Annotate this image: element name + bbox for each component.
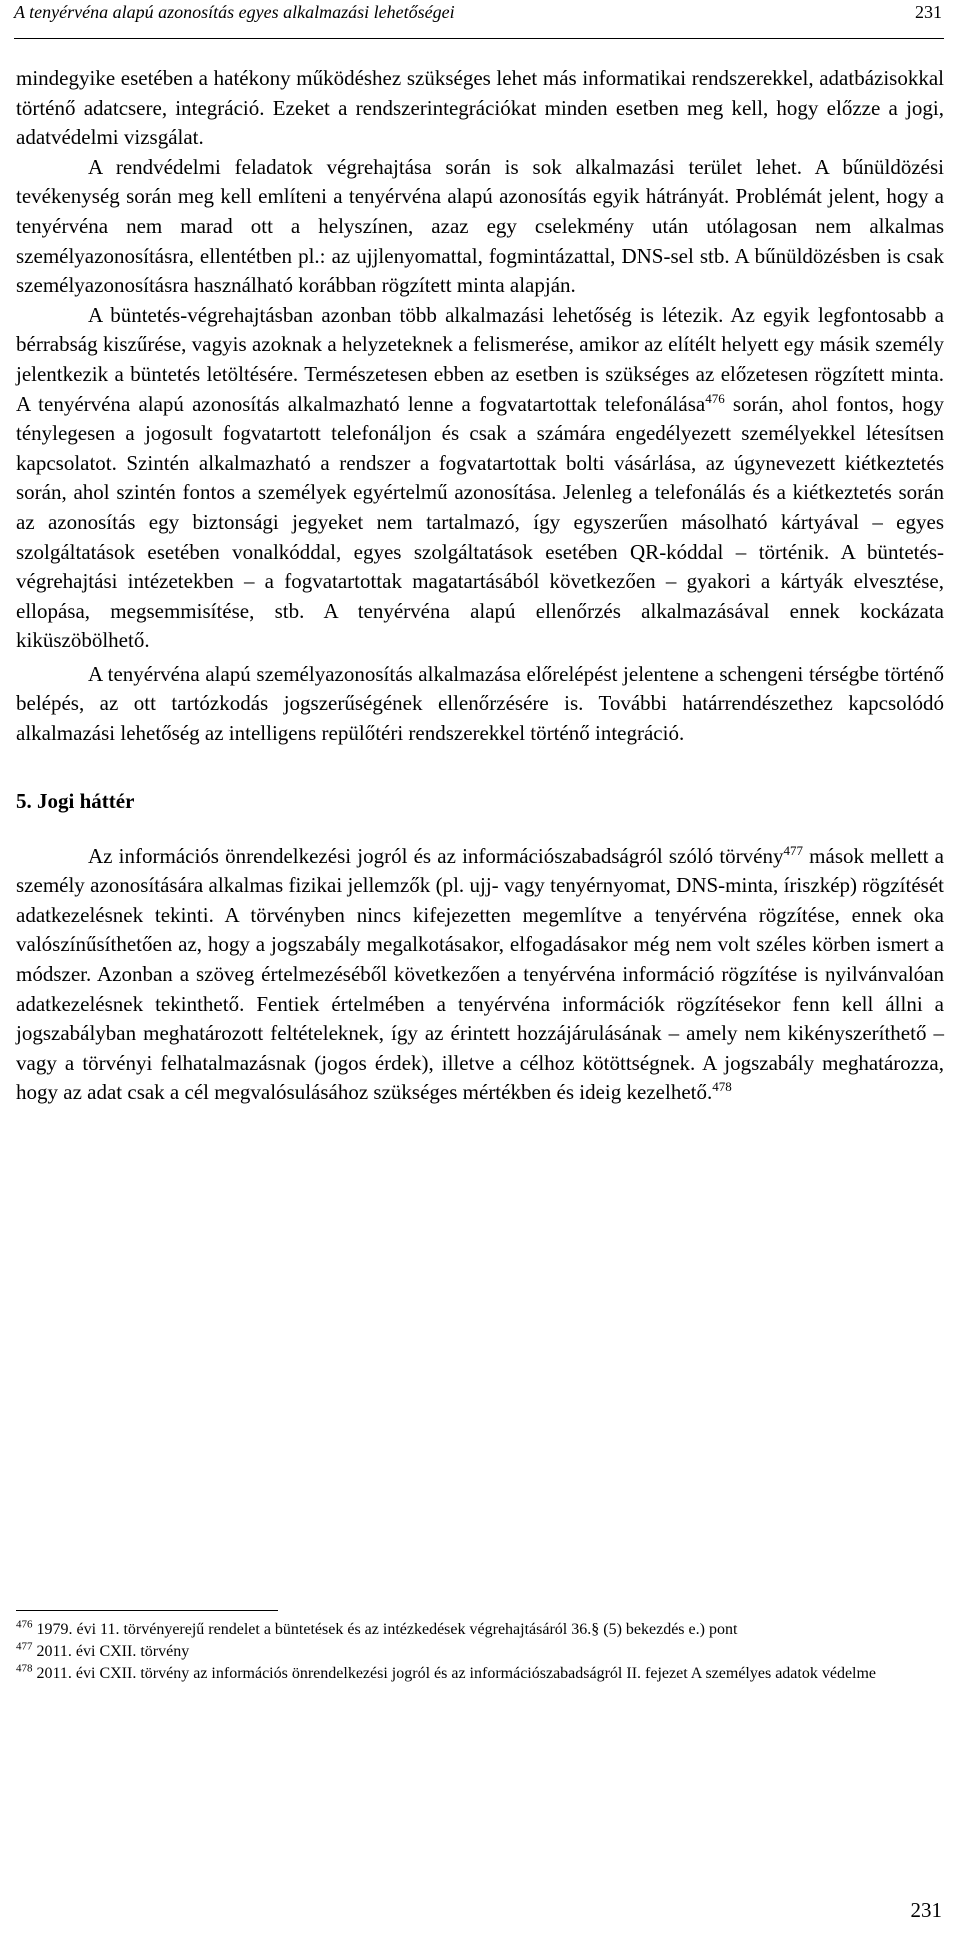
- paragraph: A rendvédelmi feladatok végrehajtása során is sok alkalmazási terület lehet. A bűnüldözési tevékenység során meg kell említeni a tenyérvéna alapú azonosítás egyik hátrányát. Problémát jelent, hogy a tenyérvéna nem marad ott a helyszínen, azaz egy cselekmény után utólagosan nem alkalmas személyazonosításra, ellentétben pl.: az ujjlenyomattal, fogmintázattal, DNS-sel stb. A bűnüldözésben is csak személyazonosításra használható korábban rögzített minta alapján.: [16, 154, 944, 298]
- running-header-title: A tenyérvéna alapú azonosítás egyes alkalmazási lehetőségei: [14, 2, 455, 22]
- paragraph: mindegyike esetében a hatékony működéshez szükséges lehet más informatikai rendszerekkel, adatbázisokkal történő adatcsere, integráció. Ezeket a rendszerintegrációkat minden esetben meg kell, hogy előzze a jogi, adatvédelmi vizsgálat.: [16, 66, 944, 150]
- footnote-text: 2011. évi CXII. törvény az információs önrendelkezési jogról és az információszabadságról II. fejezet A személyes adatok védelme: [32, 1665, 877, 1682]
- paragraph: [16, 301, 944, 656]
- footnote-ref[interactable]: 476: [705, 390, 725, 406]
- paragraph-text: során, ahol fontos, hogy ténylegesen a jogosult fogvatartott telefonáljon és csak a számára engedélyezett személyekkel létesítsen kapcsolatot. Szintén alkalmazható a rendszer a fogvatartottak bolti vásárlása, az úgynevezett kiétkeztetés során, ahol szintén fontos a személyek egyértelmű azonosítása. Jelenleg a telefonálás és a kiétkeztetés során az azonosítás egy biztonsági jegyeket nem tartalmazó, így egyszerűen másolható kártyával – egyes szolgáltatások esetében vonalkóddal, egyes szolgáltatások esetében QR-kóddal – történik. A büntetés-végrehajtási intézetekben – a fogvatartottak magatartásából következően – gyakori a kártyák elvesztése, ellopása, megsemmisítése, stb. A tenyérvéna alapú ellenőrzés alkalmazásával ennek kockázata kiküszöbölhető.: [16, 391, 944, 653]
- section-heading: 5. Jogi háttér: [16, 788, 135, 813]
- footnote-number: 477: [16, 1640, 33, 1653]
- main-text: [16, 64, 944, 1108]
- running-header-page-number: 231: [915, 2, 942, 22]
- paragraph: A tenyérvéna alapú személyazonosítás alkalmazása előrelépést jelentene a schengeni térségbe történő belépés, az ott tartózkodás jogszerűségének ellenőrzésére is. További határrendészethez kapcsolódó alkalmazási lehetőség az intelligens repülőtéri rendszerekkel történő integráció.: [16, 661, 944, 746]
- footnote-separator: [16, 1610, 278, 1611]
- page-number: 231: [910, 1898, 942, 1922]
- paragraph-text: Az információs önrendelkezési jogról és az információszabadságról szóló törvény: [88, 843, 784, 868]
- paragraph: [16, 842, 944, 1108]
- footnote-ref[interactable]: 477: [783, 842, 803, 858]
- paragraph-text: mások mellett a személy azonosítására alkalmas fizikai jellemzők (pl. ujj- vagy tenyérnyomat, DNS-minta, íriszkép) rögzítését adatkezelésnek tekinti. A törvényben nincs kifejezetten megemlítve a tenyérvéna rögzítése, ennek oka valószínűsíthetően az, hogy a jogszabály megalkotásakor, elfogadásakor még nem volt széles körben ismert a módszer. Azonban a szöveg értelmezéséből következően a tenyérvéna információ rögzítése is nyilvánvalóan adatkezelésnek tekinthető. Fentiek értelmében a tenyérvéna információk rögzítésekor fenn kell állni a jogszabályban meghatározott feltételeknek, így az érintett hozzájárulásának – amely nem kikényszeríthető – vagy a törvényi felhatalmazásnak (jogos érdek), illetve a célhoz kötöttségnek. A jogszabály meghatározza, hogy az adat csak a cél megvalósulásához szükséges mértékben és ideig kezelhető.: [16, 843, 944, 1105]
- footnote-number: 476: [16, 1618, 33, 1631]
- footnote-text: 2011. évi CXII. törvény: [32, 1643, 190, 1660]
- footnote-number: 478: [16, 1662, 33, 1675]
- running-header: [14, 0, 944, 39]
- footnote: [16, 1641, 944, 1663]
- footnotes: [16, 1610, 944, 1685]
- footnote: [16, 1619, 944, 1641]
- footnote: [16, 1663, 944, 1685]
- footnote-text: 1979. évi 11. törvényerejű rendelet a büntetések és az intézkedések végrehajtásáról 36.§ (5) bekezdés e.) pont: [32, 1621, 738, 1638]
- footnote-ref[interactable]: 478: [712, 1079, 732, 1095]
- paragraph-text: A büntetés-végrehajtásban azonban több alkalmazási lehetőség is létezik. Az egyik legfontosabb a bérrabság kiszűrése, vagyis azoknak a helyzeteknek a felismerése, amikor az elítélt helyett egy másik személy jelentkezik a büntetés letöltésére. Természetesen ebben az esetben is szükséges az előzetesen rögzített minta. A tenyérvéna alapú azonosítás alkalmazható lenne a fogvatartottak telefonálása: [16, 302, 944, 416]
